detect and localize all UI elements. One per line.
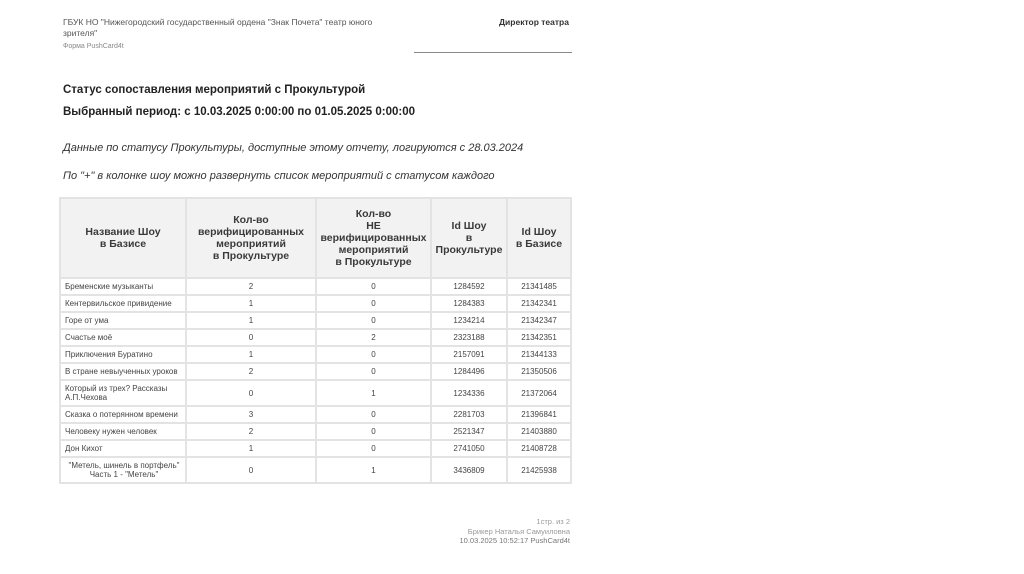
id-basis-cell: 21408728 xyxy=(507,440,571,457)
show-name-cell[interactable]: Кентервильское привидение xyxy=(60,295,186,312)
not-verified-count-cell: 0 xyxy=(316,295,431,312)
table-row xyxy=(60,380,571,406)
verified-count-cell: 1 xyxy=(186,440,316,457)
id-basis-cell: 21350506 xyxy=(507,363,571,380)
show-name-cell[interactable]: Счастье моё xyxy=(60,329,186,346)
verified-count-cell: 1 xyxy=(186,312,316,329)
id-prokultura-cell: 1234214 xyxy=(431,312,507,329)
table-row xyxy=(60,278,571,295)
verified-count-cell: 2 xyxy=(186,363,316,380)
id-basis-cell: 21372064 xyxy=(507,380,571,406)
table-row xyxy=(60,329,571,346)
id-basis-cell: 21396841 xyxy=(507,406,571,423)
show-name-cell[interactable]: Который из трех? Рассказы А.П.Чехова xyxy=(60,380,186,406)
header-id-basis: Id Шоу в Базисе xyxy=(507,198,571,278)
id-prokultura-cell: 2521347 xyxy=(431,423,507,440)
table-row xyxy=(60,295,571,312)
verified-count-cell: 0 xyxy=(186,457,316,483)
id-basis-cell: 21342347 xyxy=(507,312,571,329)
id-prokultura-cell: 1234336 xyxy=(431,380,507,406)
id-prokultura-cell: 2281703 xyxy=(431,406,507,423)
page-number: 1стр. из 2 xyxy=(536,517,570,526)
verified-count-cell: 2 xyxy=(186,278,316,295)
table-row xyxy=(60,346,571,363)
show-name-cell[interactable]: Бременские музыканты xyxy=(60,278,186,295)
table-row xyxy=(60,363,571,380)
verified-count-cell: 3 xyxy=(186,406,316,423)
table-header-row xyxy=(60,198,571,278)
header-verified-count: Кол-во верифицированных мероприятий в Прокультуре xyxy=(186,198,316,278)
verified-count-cell: 1 xyxy=(186,346,316,363)
not-verified-count-cell: 0 xyxy=(316,406,431,423)
show-name-cell[interactable]: В стране невыученных уроков xyxy=(60,363,186,380)
organization-name: ГБУК НО "Нижегородский государственный ордена "Знак Почета" театр юного зрителя" xyxy=(63,17,373,38)
show-name-cell[interactable]: "Метель, шинель в портфель" Часть 1 - "Метель" xyxy=(60,457,186,483)
report-author: Брикер Наталья Самуиловна xyxy=(467,526,570,536)
show-name-cell[interactable]: Приключения Буратино xyxy=(60,346,186,363)
id-basis-cell: 21425938 xyxy=(507,457,571,483)
id-prokultura-cell: 2323188 xyxy=(431,329,507,346)
not-verified-count-cell: 0 xyxy=(316,423,431,440)
id-prokultura-cell: 1284383 xyxy=(431,295,507,312)
id-basis-cell: 21342351 xyxy=(507,329,571,346)
show-name-cell[interactable]: Горе от ума xyxy=(60,312,186,329)
show-name-cell[interactable]: Сказка о потерянном времени xyxy=(60,406,186,423)
id-prokultura-cell: 1284496 xyxy=(431,363,507,380)
not-verified-count-cell: 0 xyxy=(316,363,431,380)
header-not-verified-count: Кол-во НЕ верифицированных мероприятий в Прокультуре xyxy=(316,198,431,278)
header-show-name: Название Шоу в Базисе xyxy=(60,198,186,278)
verified-count-cell: 2 xyxy=(186,423,316,440)
not-verified-count-cell: 2 xyxy=(316,329,431,346)
verified-count-cell: 1 xyxy=(186,295,316,312)
id-prokultura-cell: 2741050 xyxy=(431,440,507,457)
not-verified-count-cell: 0 xyxy=(316,346,431,363)
verified-count-cell: 0 xyxy=(186,380,316,406)
id-prokultura-cell: 2157091 xyxy=(431,346,507,363)
report-title: Статус сопоставления мероприятий с Прокультурой xyxy=(63,84,366,96)
expand-hint-note: По "+" в колонке шоу можно развернуть список мероприятий с статусом каждого xyxy=(63,170,495,182)
form-name: Форма PushCard4t xyxy=(63,43,124,50)
table-row xyxy=(60,406,571,423)
header-id-prokultura: Id Шоу в Прокультуре xyxy=(431,198,507,278)
signature-line xyxy=(414,52,572,53)
page-footer xyxy=(459,517,570,546)
report-period: Выбранный период: с 10.03.2025 0:00:00 по 01.05.2025 0:00:00 xyxy=(63,106,415,118)
table-row xyxy=(60,423,571,440)
show-name-cell[interactable]: Дон Кихот xyxy=(60,440,186,457)
not-verified-count-cell: 1 xyxy=(316,380,431,406)
table-row xyxy=(60,457,571,483)
generated-timestamp: 10.03.2025 10:52:17 PushCard4t xyxy=(459,536,570,545)
id-basis-cell: 21342341 xyxy=(507,295,571,312)
id-prokultura-cell: 3436809 xyxy=(431,457,507,483)
signer-title: Директор театра xyxy=(499,17,569,27)
show-name-cell[interactable]: Человеку нужен человек xyxy=(60,423,186,440)
not-verified-count-cell: 0 xyxy=(316,278,431,295)
logging-note: Данные по статусу Прокультуры, доступные этому отчету, логируются с 28.03.2024 xyxy=(63,142,524,154)
not-verified-count-cell: 0 xyxy=(316,312,431,329)
table-row xyxy=(60,312,571,329)
id-prokultura-cell: 1284592 xyxy=(431,278,507,295)
table-row xyxy=(60,440,571,457)
verified-count-cell: 0 xyxy=(186,329,316,346)
id-basis-cell: 21403880 xyxy=(507,423,571,440)
status-table xyxy=(59,197,572,484)
id-basis-cell: 21341485 xyxy=(507,278,571,295)
not-verified-count-cell: 0 xyxy=(316,440,431,457)
not-verified-count-cell: 1 xyxy=(316,457,431,483)
id-basis-cell: 21344133 xyxy=(507,346,571,363)
